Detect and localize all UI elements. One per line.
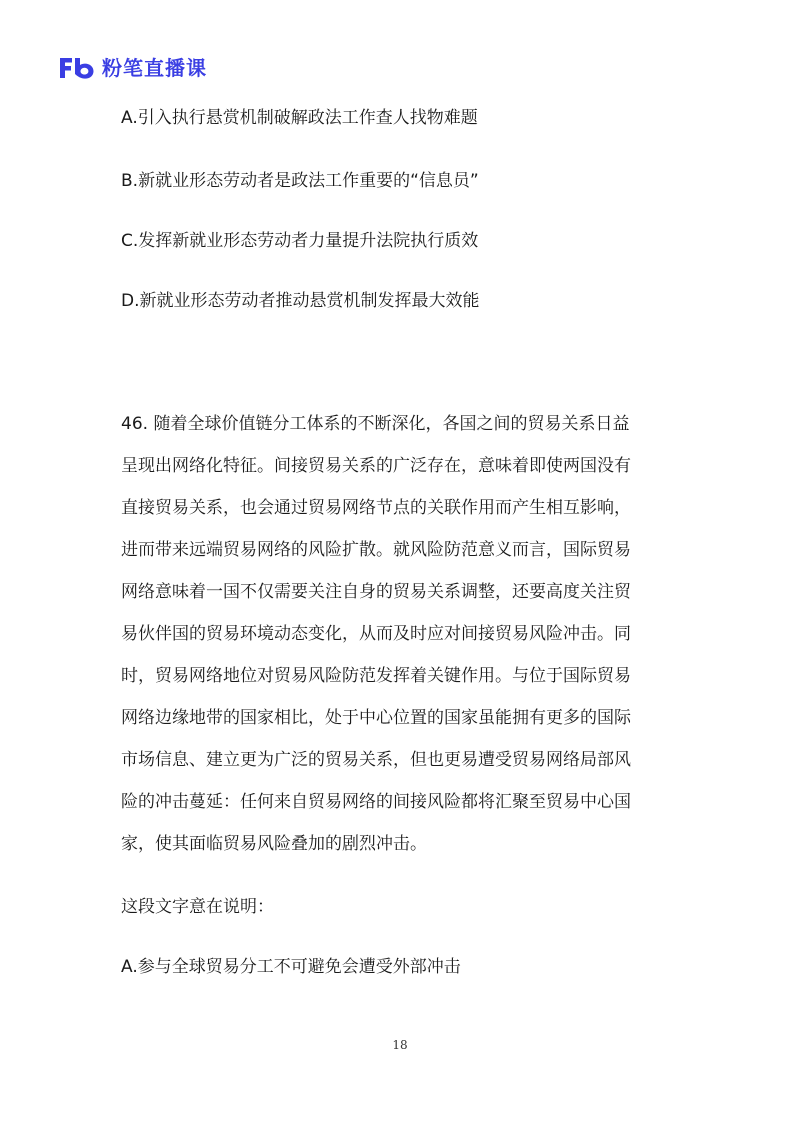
question-prompt: 这段文字意在说明： xyxy=(121,897,274,917)
question-line: 家，使其面临贸易风险叠加的剧烈冲击。 xyxy=(121,834,427,854)
question-line: 市场信息、建立更为广泛的贸易关系，但也更易遭受贸易网络局部风 xyxy=(121,750,631,770)
question-line: 呈现出网络化特征。间接贸易关系的广泛存在，意味着即使两国没有 xyxy=(121,456,631,476)
question-line: 易伙伴国的贸易环境动态变化，从而及时应对间接贸易风险冲击。同 xyxy=(121,624,631,644)
brand-name: 粉笔直播课 xyxy=(102,56,207,80)
prev-option-c: C.发挥新就业形态劳动者力量提升法院执行质效 xyxy=(121,231,479,251)
question-line: 网络边缘地带的国家相比，处于中心位置的国家虽能拥有更多的国际 xyxy=(121,708,631,728)
prev-option-b: B.新就业形态劳动者是政法工作重要的“信息员” xyxy=(121,171,479,191)
option-a: A.参与全球贸易分工不可避免会遭受外部冲击 xyxy=(121,957,461,977)
question-line: 46. 随着全球价值链分工体系的不断深化，各国之间的贸易关系日益 xyxy=(121,414,630,434)
prev-option-a: A.引入执行悬赏机制破解政法工作查人找物难题 xyxy=(121,108,478,128)
fb-logo-icon xyxy=(57,56,97,80)
question-line: 时，贸易网络地位对贸易风险防范发挥着关键作用。与位于国际贸易 xyxy=(121,666,631,686)
question-line: 网络意味着一国不仅需要关注自身的贸易关系调整，还要高度关注贸 xyxy=(121,582,631,602)
question-line: 险的冲击蔓延：任何来自贸易网络的间接风险都将汇聚至贸易中心国 xyxy=(121,792,631,812)
brand-logo xyxy=(57,55,207,81)
page-number: 18 xyxy=(392,1038,408,1052)
question-line: 进而带来远端贸易网络的风险扩散。就风险防范意义而言，国际贸易 xyxy=(121,540,631,560)
prev-option-d: D.新就业形态劳动者推动悬赏机制发挥最大效能 xyxy=(121,291,480,311)
question-line: 直接贸易关系，也会通过贸易网络节点的关联作用而产生相互影响， xyxy=(121,498,631,518)
